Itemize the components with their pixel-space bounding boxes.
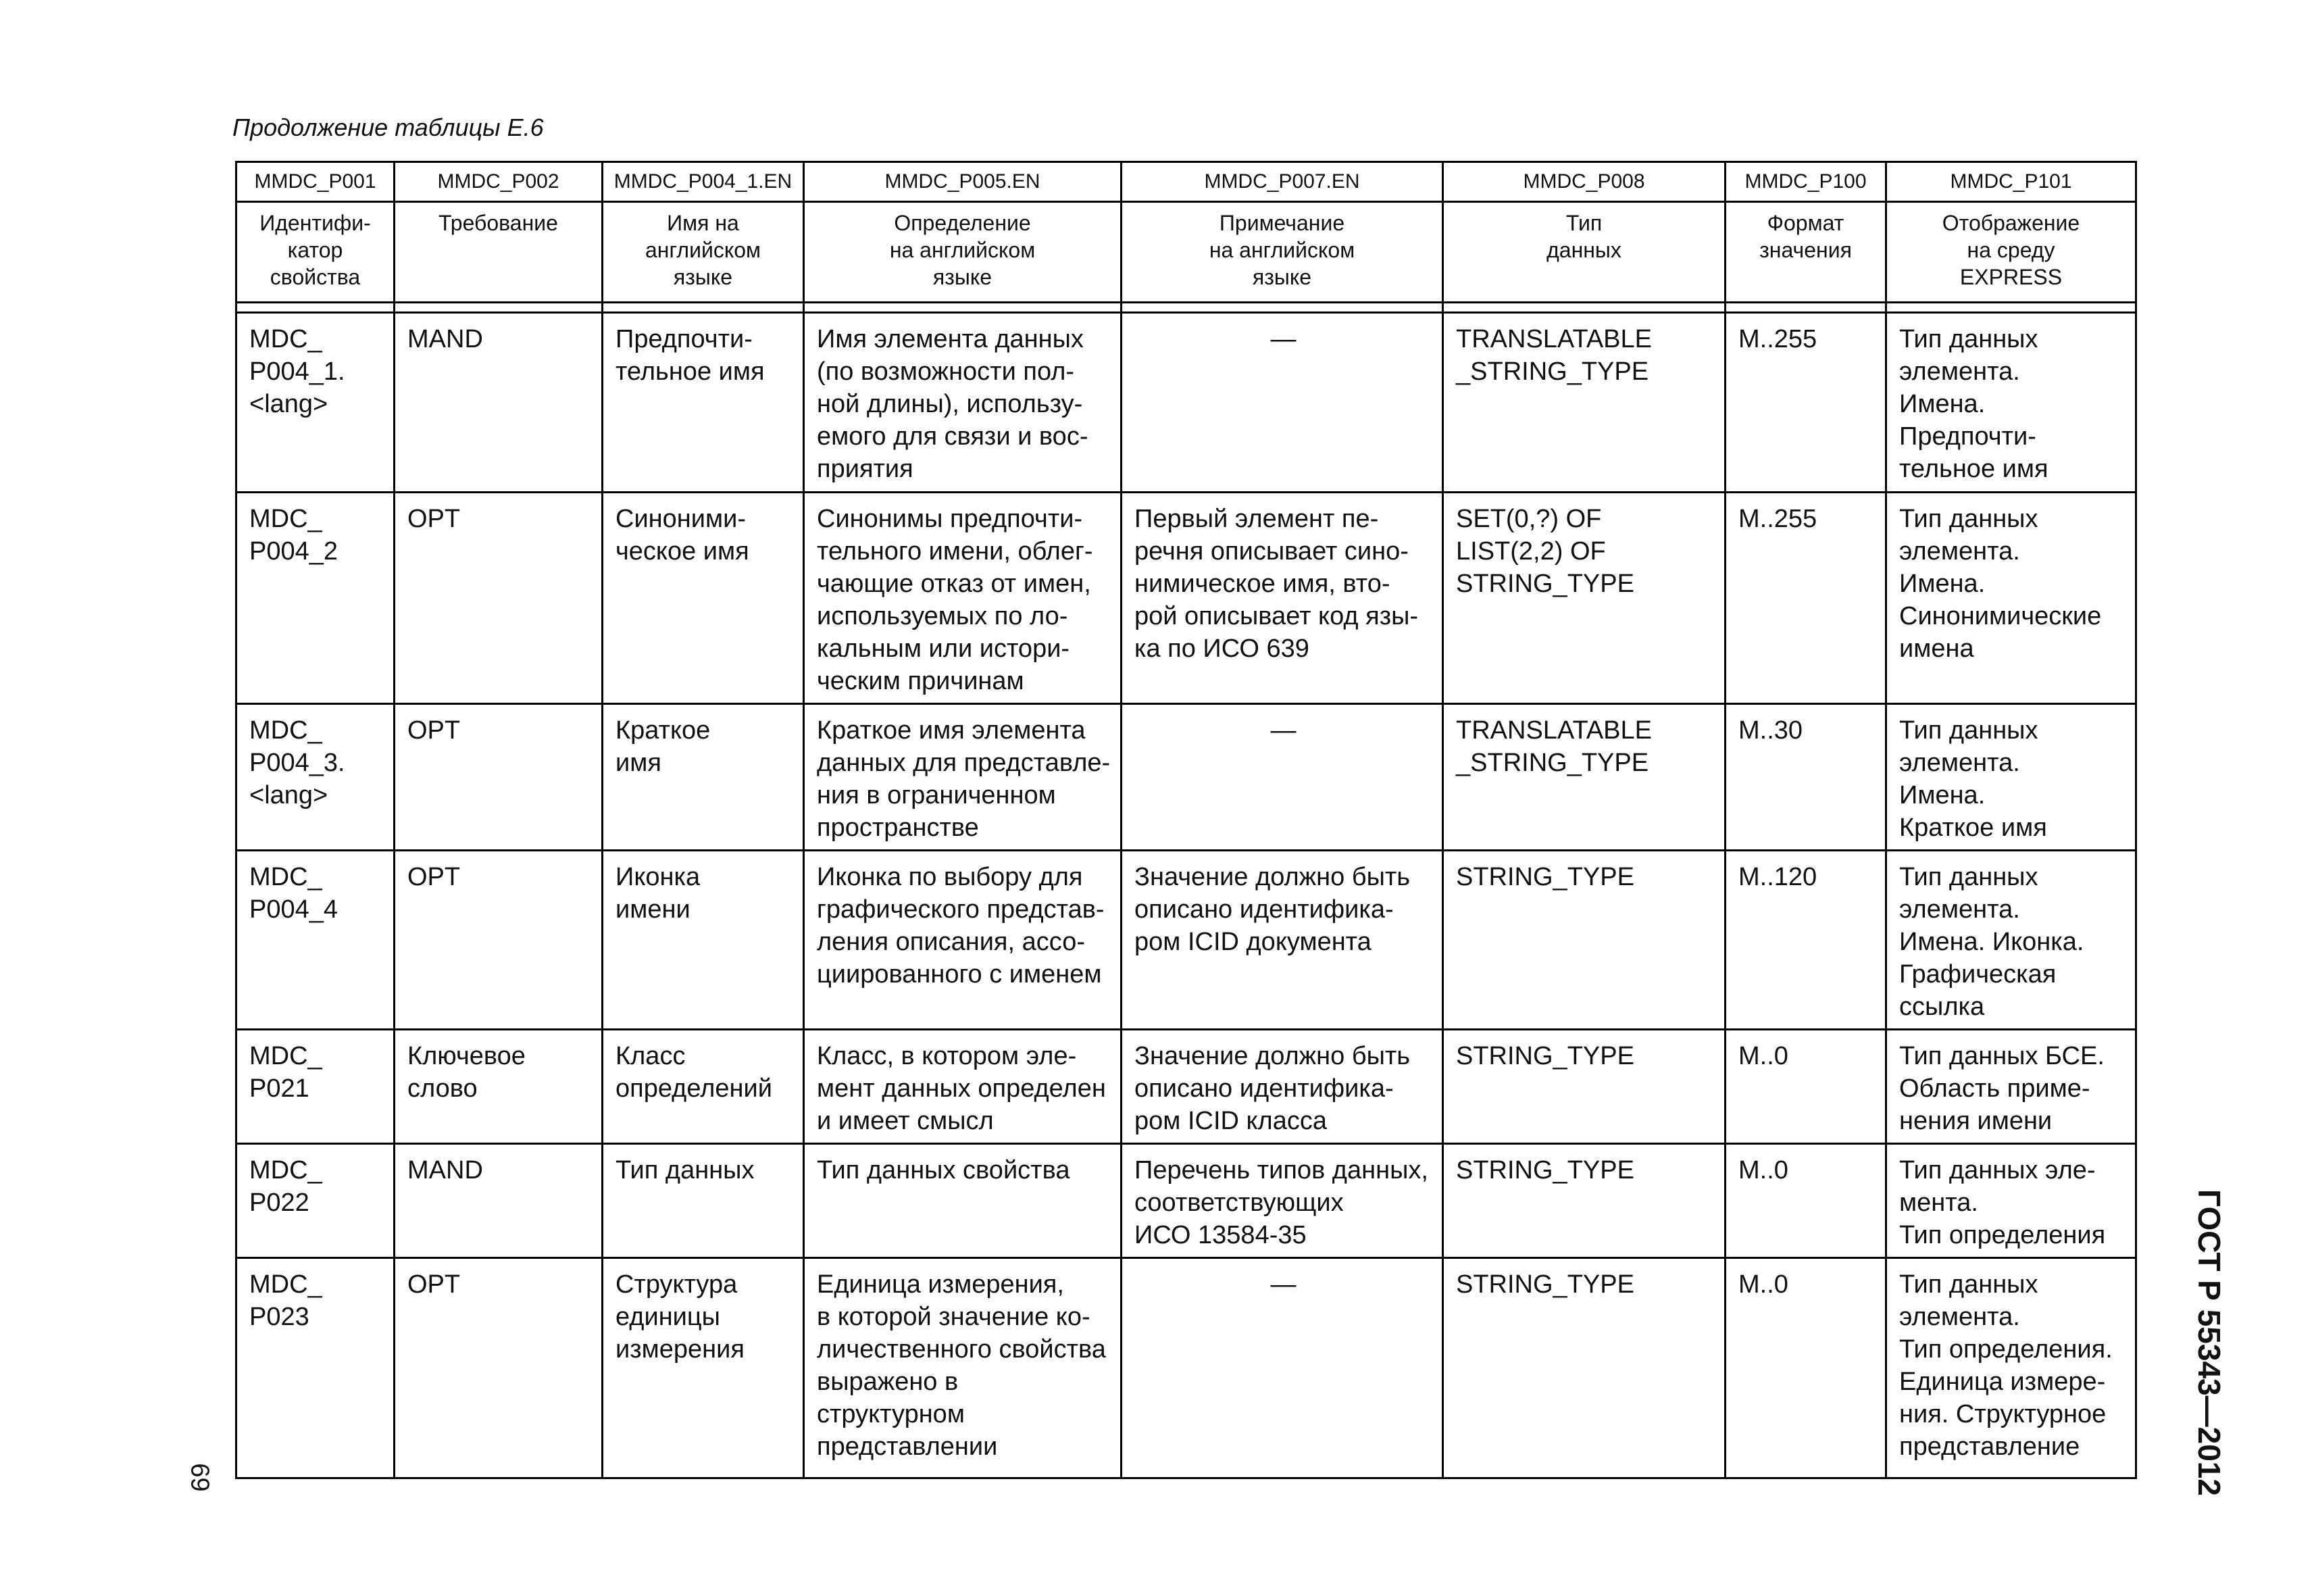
english-name-cell [603,851,804,1030]
definition-cell [804,1144,1122,1258]
header-desc-cell-line: Примечание [1219,211,1345,235]
value-format-cell-line: M..30 [1738,716,1803,745]
definition-cell-line: ной длины), использу- [817,390,1083,418]
property-id-cell [236,1258,395,1478]
express-mapping-cell [1886,313,2136,493]
value-format-cell [1726,1144,1886,1258]
header-code-cell: MMDC_P101 [1886,162,2136,202]
value-format-cell-line: M..0 [1738,1042,1788,1070]
english-name-cell-line: Краткое [615,716,711,745]
note-cell-line: ром ICID класса [1134,1107,1327,1135]
note-cell [1122,313,1443,493]
data-type-cell-line: _STRING_TYPE [1456,357,1649,386]
express-mapping-cell [1886,704,2136,851]
english-name-cell-line: Класс [615,1042,686,1070]
definition-cell-line: Имя элемента данных [817,325,1084,353]
property-id-cell [236,851,395,1030]
data-type-cell [1443,704,1726,851]
note-cell-line: нимическое имя, вто- [1134,570,1390,598]
requirement-cell [395,704,603,851]
definition-cell-line: Тип данных свойства [817,1156,1070,1184]
header-desc-cell-line: Формат [1767,211,1844,235]
table-caption: Продолжение таблицы E.6 [232,114,544,141]
table-row [236,1030,2136,1144]
express-mapping-cell-line: тельное имя [1899,455,2048,483]
definition-cell-line: выражено в структурном [817,1368,965,1428]
property-id-cell-line: P004_1. [249,357,345,386]
header-desc-cell-line: EXPRESS [1959,265,2063,289]
header-desc-cell-line: на среду [1967,238,2055,262]
requirement-cell [395,1030,603,1144]
definition-cell-line: данных для представле- [817,749,1111,777]
definition-cell-line: используемых по ло- [817,602,1068,630]
english-name-cell-line: имя [615,749,661,777]
express-mapping-cell-line: элемента. [1899,1303,2020,1331]
definition-cell-line: Иконка по выбору для [817,863,1083,891]
express-mapping-cell-line: Имена. [1899,570,1986,598]
definition-cell [804,851,1122,1030]
definition-cell [804,704,1122,851]
header-desc-cell-line: Тип [1565,211,1603,235]
data-type-cell [1443,1030,1726,1144]
property-id-cell-line: P023 [249,1303,309,1331]
header-code-cell: MMDC_P005.EN [804,162,1122,202]
header-desc-cell [236,202,395,303]
express-mapping-cell-line: Графическая [1899,960,2057,989]
express-mapping-cell-line: мента. [1899,1189,1978,1217]
header-separator [236,303,2136,313]
note-cell-line: — [1270,325,1297,353]
header-desc-cell-line: английском [645,238,761,262]
requirement-cell [395,1144,603,1258]
requirement-cell-line: OPT [407,863,461,891]
table-row [236,313,2136,493]
data-type-cell-line: STRING_TYPE [1456,1156,1634,1184]
data-type-cell-line: STRING_TYPE [1456,863,1634,891]
header-code-cell: MMDC_P002 [395,162,603,202]
note-cell-line: Значение должно быть [1134,1042,1411,1070]
value-format-cell-line: M..120 [1738,863,1817,891]
definition-cell-line: графического представ- [817,895,1105,924]
separator-cell [1726,303,1886,313]
requirement-cell-line: OPT [407,505,461,533]
separator-cell [1443,303,1726,313]
english-name-cell-line: Структура [615,1270,738,1299]
note-cell [1122,1030,1443,1144]
header-desc-row [236,202,2136,303]
separator-cell [603,303,804,313]
note-cell-line: рой описывает код язы- [1134,602,1419,630]
property-id-cell-line: MDC_ [249,325,322,353]
table-row [236,704,2136,851]
definition-cell-line: мент данных определен [817,1074,1106,1103]
note-cell-line: — [1270,716,1297,745]
header-code-row [236,162,2136,202]
express-mapping-cell-line: ссылка [1899,993,1985,1021]
definition-cell-line: Класс, в котором эле- [817,1042,1077,1070]
note-cell-line: Значение должно быть [1134,863,1411,891]
definition-cell-line: личественного свойства [817,1335,1106,1364]
express-mapping-cell-line: Тип данных [1899,505,2038,533]
english-name-cell-line: Предпочти- [615,325,753,353]
definition-cell-line: ческим причинам [817,667,1024,695]
header-desc-cell-line: Имя на [667,211,739,235]
value-format-cell-line: M..0 [1738,1270,1788,1299]
header-desc-cell-line: на английском [1209,238,1355,262]
requirement-cell-line: OPT [407,716,461,745]
data-type-cell-line: SET(0,?) OF [1456,505,1602,533]
definition-cell [804,1258,1122,1478]
data-type-cell-line: STRING_TYPE [1456,1042,1634,1070]
english-name-cell-line: единицы [615,1303,720,1331]
express-mapping-cell-line: Область приме- [1899,1074,2090,1103]
definition-cell-line: ния в ограниченном [817,781,1056,809]
definition-cell [804,1030,1122,1144]
express-mapping-cell [1886,1030,2136,1144]
property-id-cell-line: P022 [249,1189,309,1217]
express-mapping-cell-line: Единица измере- [1899,1368,2106,1396]
property-id-cell-line: MDC_ [249,1156,322,1184]
definition-cell-line: кальным или истори- [817,634,1070,663]
header-desc-cell-line: на английском [889,238,1036,262]
header-desc-cell [395,202,603,303]
property-id-cell-line: MDC_ [249,1270,322,1299]
property-id-cell-line: <lang> [249,781,328,809]
data-type-cell [1443,493,1726,704]
definition-cell-line: в которой значение ко- [817,1303,1090,1331]
header-desc-cell-line: Идентифи- [259,211,371,235]
english-name-cell-line: измерения [615,1335,745,1364]
value-format-cell [1726,313,1886,493]
english-name-cell-line: Иконка [615,863,701,891]
header-desc-cell [1443,202,1726,303]
express-mapping-cell-line: Тип данных [1899,325,2038,353]
header-desc-cell [804,202,1122,303]
data-type-cell-line: TRANSLATABLE [1456,716,1653,745]
definition-cell-line: пространстве [817,814,979,842]
header-desc-cell-line: катор [287,238,343,262]
property-id-cell [236,704,395,851]
value-format-cell-line: M..0 [1738,1156,1788,1184]
requirement-cell [395,313,603,493]
requirement-cell-line: MAND [407,325,483,353]
value-format-cell-line: M..255 [1738,505,1817,533]
header-desc-cell-line: Отображение [1942,211,2080,235]
separator-cell [804,303,1122,313]
data-type-cell [1443,851,1726,1030]
express-mapping-cell-line: элемента. [1899,895,2020,924]
property-id-cell-line: MDC_ [249,716,322,745]
requirement-cell [395,851,603,1030]
header-desc-cell [1726,202,1886,303]
english-name-cell-line: тельное имя [615,357,765,386]
note-cell-line: — [1270,1270,1297,1299]
table-row [236,1144,2136,1258]
definition-cell-line: Краткое имя элемента [817,716,1086,745]
header-desc-cell [1122,202,1443,303]
header-desc-cell [1886,202,2136,303]
property-id-cell-line: P021 [249,1074,309,1103]
requirement-cell-line: OPT [407,1270,461,1299]
definition-cell-line: чающие отказ от имен, [817,570,1091,598]
separator-cell [236,303,395,313]
document-standard-label: ГОСТ Р 55343—2012 [2192,1189,2227,1496]
express-mapping-cell-line: Предпочти- [1899,422,2036,451]
express-mapping-cell-line: Краткое имя [1899,814,2047,842]
header-code-cell: MMDC_P001 [236,162,395,202]
requirement-cell-line: Ключевое [407,1042,526,1070]
separator-cell [1886,303,2136,313]
definition-cell [804,493,1122,704]
data-type-cell-line: STRING_TYPE [1456,570,1634,598]
express-mapping-cell-line: имена [1899,634,1974,663]
note-cell [1122,1144,1443,1258]
note-cell-line: описано идентифика- [1134,1074,1394,1103]
header-code-cell: MMDC_P100 [1726,162,1886,202]
definition-cell [804,313,1122,493]
express-mapping-cell-line: элемента. [1899,749,2020,777]
express-mapping-cell-line: Имена. [1899,390,1986,418]
note-cell-line: ИСО 13584-35 [1134,1221,1307,1249]
express-mapping-cell-line: Тип данных БСЕ. [1899,1042,2105,1070]
table-row [236,851,2136,1030]
requirement-cell-line: слово [407,1074,478,1103]
header-desc-cell-line: свойства [270,265,361,289]
note-cell [1122,851,1443,1030]
express-mapping-cell-line: Тип данных [1899,716,2038,745]
value-format-cell [1726,493,1886,704]
data-type-cell [1443,1258,1726,1478]
note-cell-line: соответствующих [1134,1189,1344,1217]
express-mapping-cell-line: Тип данных [1899,863,2038,891]
note-cell-line: речня описывает сино- [1134,537,1409,566]
header-code-cell: MMDC_P008 [1443,162,1726,202]
note-cell-line: описано идентифика- [1134,895,1394,924]
separator-cell [1122,303,1443,313]
note-cell [1122,493,1443,704]
definition-cell-line: представлении [817,1432,998,1461]
property-id-cell-line: <lang> [249,390,328,418]
express-mapping-cell [1886,1144,2136,1258]
english-name-cell [603,493,804,704]
express-mapping-cell-line: ния. Структурное [1899,1400,2107,1428]
property-id-cell-line: MDC_ [249,1042,322,1070]
note-cell-line: Первый элемент пе- [1134,505,1379,533]
property-id-cell-line: MDC_ [249,863,322,891]
express-mapping-cell-line: представление [1899,1432,2080,1461]
express-mapping-cell [1886,493,2136,704]
definition-cell-line: (по возможности пол- [817,357,1075,386]
page-number: 69 [185,1463,214,1492]
definition-cell-line: и имеет смысл [817,1107,994,1135]
header-desc-cell [603,202,804,303]
express-mapping-cell-line: Тип данных [1899,1270,2038,1299]
requirement-cell [395,493,603,704]
property-id-cell-line: P004_2 [249,537,338,566]
definition-cell-line: Единица измерения, [817,1270,1064,1299]
header-desc-cell-line: Определение [894,211,1031,235]
english-name-cell [603,1030,804,1144]
property-id-cell [236,1030,395,1144]
express-mapping-cell-line: Имена. Иконка. [1899,928,2084,956]
definition-cell-line: тельного имени, облег- [817,537,1093,566]
header-code-cell: MMDC_P004_1.EN [603,162,804,202]
definition-cell-line: приятия [817,455,913,483]
note-cell-line: Перечень типов данных, [1134,1156,1428,1184]
note-cell [1122,704,1443,851]
definition-cell-line: ления описания, ассо- [817,928,1085,956]
value-format-cell [1726,704,1886,851]
header-desc-cell-line: языке [1252,265,1312,289]
express-mapping-cell-line: нения имени [1899,1107,2053,1135]
property-id-cell-line: P004_4 [249,895,338,924]
express-mapping-cell [1886,851,2136,1030]
english-name-cell [603,313,804,493]
data-type-cell [1443,1144,1726,1258]
note-cell [1122,1258,1443,1478]
english-name-cell [603,1144,804,1258]
header-desc-cell-line: языке [932,265,992,289]
header-code-cell: MMDC_P007.EN [1122,162,1443,202]
data-type-cell-line: _STRING_TYPE [1456,749,1649,777]
definition-cell-line: емого для связи и вос- [817,422,1088,451]
express-mapping-cell [1886,1258,2136,1478]
header-desc-cell-line: языке [673,265,733,289]
header-desc-cell-line: значения [1759,238,1852,262]
express-mapping-cell-line: Тип определения [1899,1221,2106,1249]
express-mapping-cell-line: Имена. [1899,781,1986,809]
express-mapping-cell-line: Синонимические [1899,602,2102,630]
english-name-cell-line: имени [615,895,690,924]
header-desc-cell-line: данных [1546,238,1621,262]
express-mapping-cell-line: Тип определения. [1899,1335,2113,1364]
property-id-cell-line: MDC_ [249,505,322,533]
value-format-cell-line: M..255 [1738,325,1817,353]
data-type-cell-line: STRING_TYPE [1456,1270,1634,1299]
data-type-cell-line: TRANSLATABLE [1456,325,1653,353]
data-type-cell [1443,313,1726,493]
english-name-cell-line: определений [615,1074,772,1103]
property-id-cell [236,313,395,493]
english-name-cell-line: Синоними- [615,505,747,533]
english-name-cell [603,704,804,851]
table-row [236,1258,2136,1478]
property-id-cell-line: P004_3. [249,749,345,777]
requirement-cell [395,1258,603,1478]
express-mapping-cell-line: Тип данных эле- [1899,1156,2096,1184]
definition-cell-line: Синонимы предпочти- [817,505,1083,533]
value-format-cell [1726,1030,1886,1144]
value-format-cell [1726,1258,1886,1478]
note-cell-line: ром ICID документа [1134,928,1372,956]
data-table [235,161,2135,1479]
note-cell-line: ка по ИСО 639 [1134,634,1309,663]
express-mapping-cell-line: элемента. [1899,357,2020,386]
english-name-cell [603,1258,804,1478]
requirement-cell-line: MAND [407,1156,483,1184]
property-id-cell [236,1144,395,1258]
header-desc-cell-line: Требование [438,211,558,235]
english-name-cell-line: ческое имя [615,537,749,566]
separator-cell [395,303,603,313]
definition-cell-line: циированного с именем [817,960,1102,989]
property-id-cell [236,493,395,704]
english-name-cell-line: Тип данных [615,1156,755,1184]
value-format-cell [1726,851,1886,1030]
express-mapping-cell-line: элемента. [1899,537,2020,566]
data-type-cell-line: LIST(2,2) OF [1456,537,1606,566]
table-row [236,493,2136,704]
